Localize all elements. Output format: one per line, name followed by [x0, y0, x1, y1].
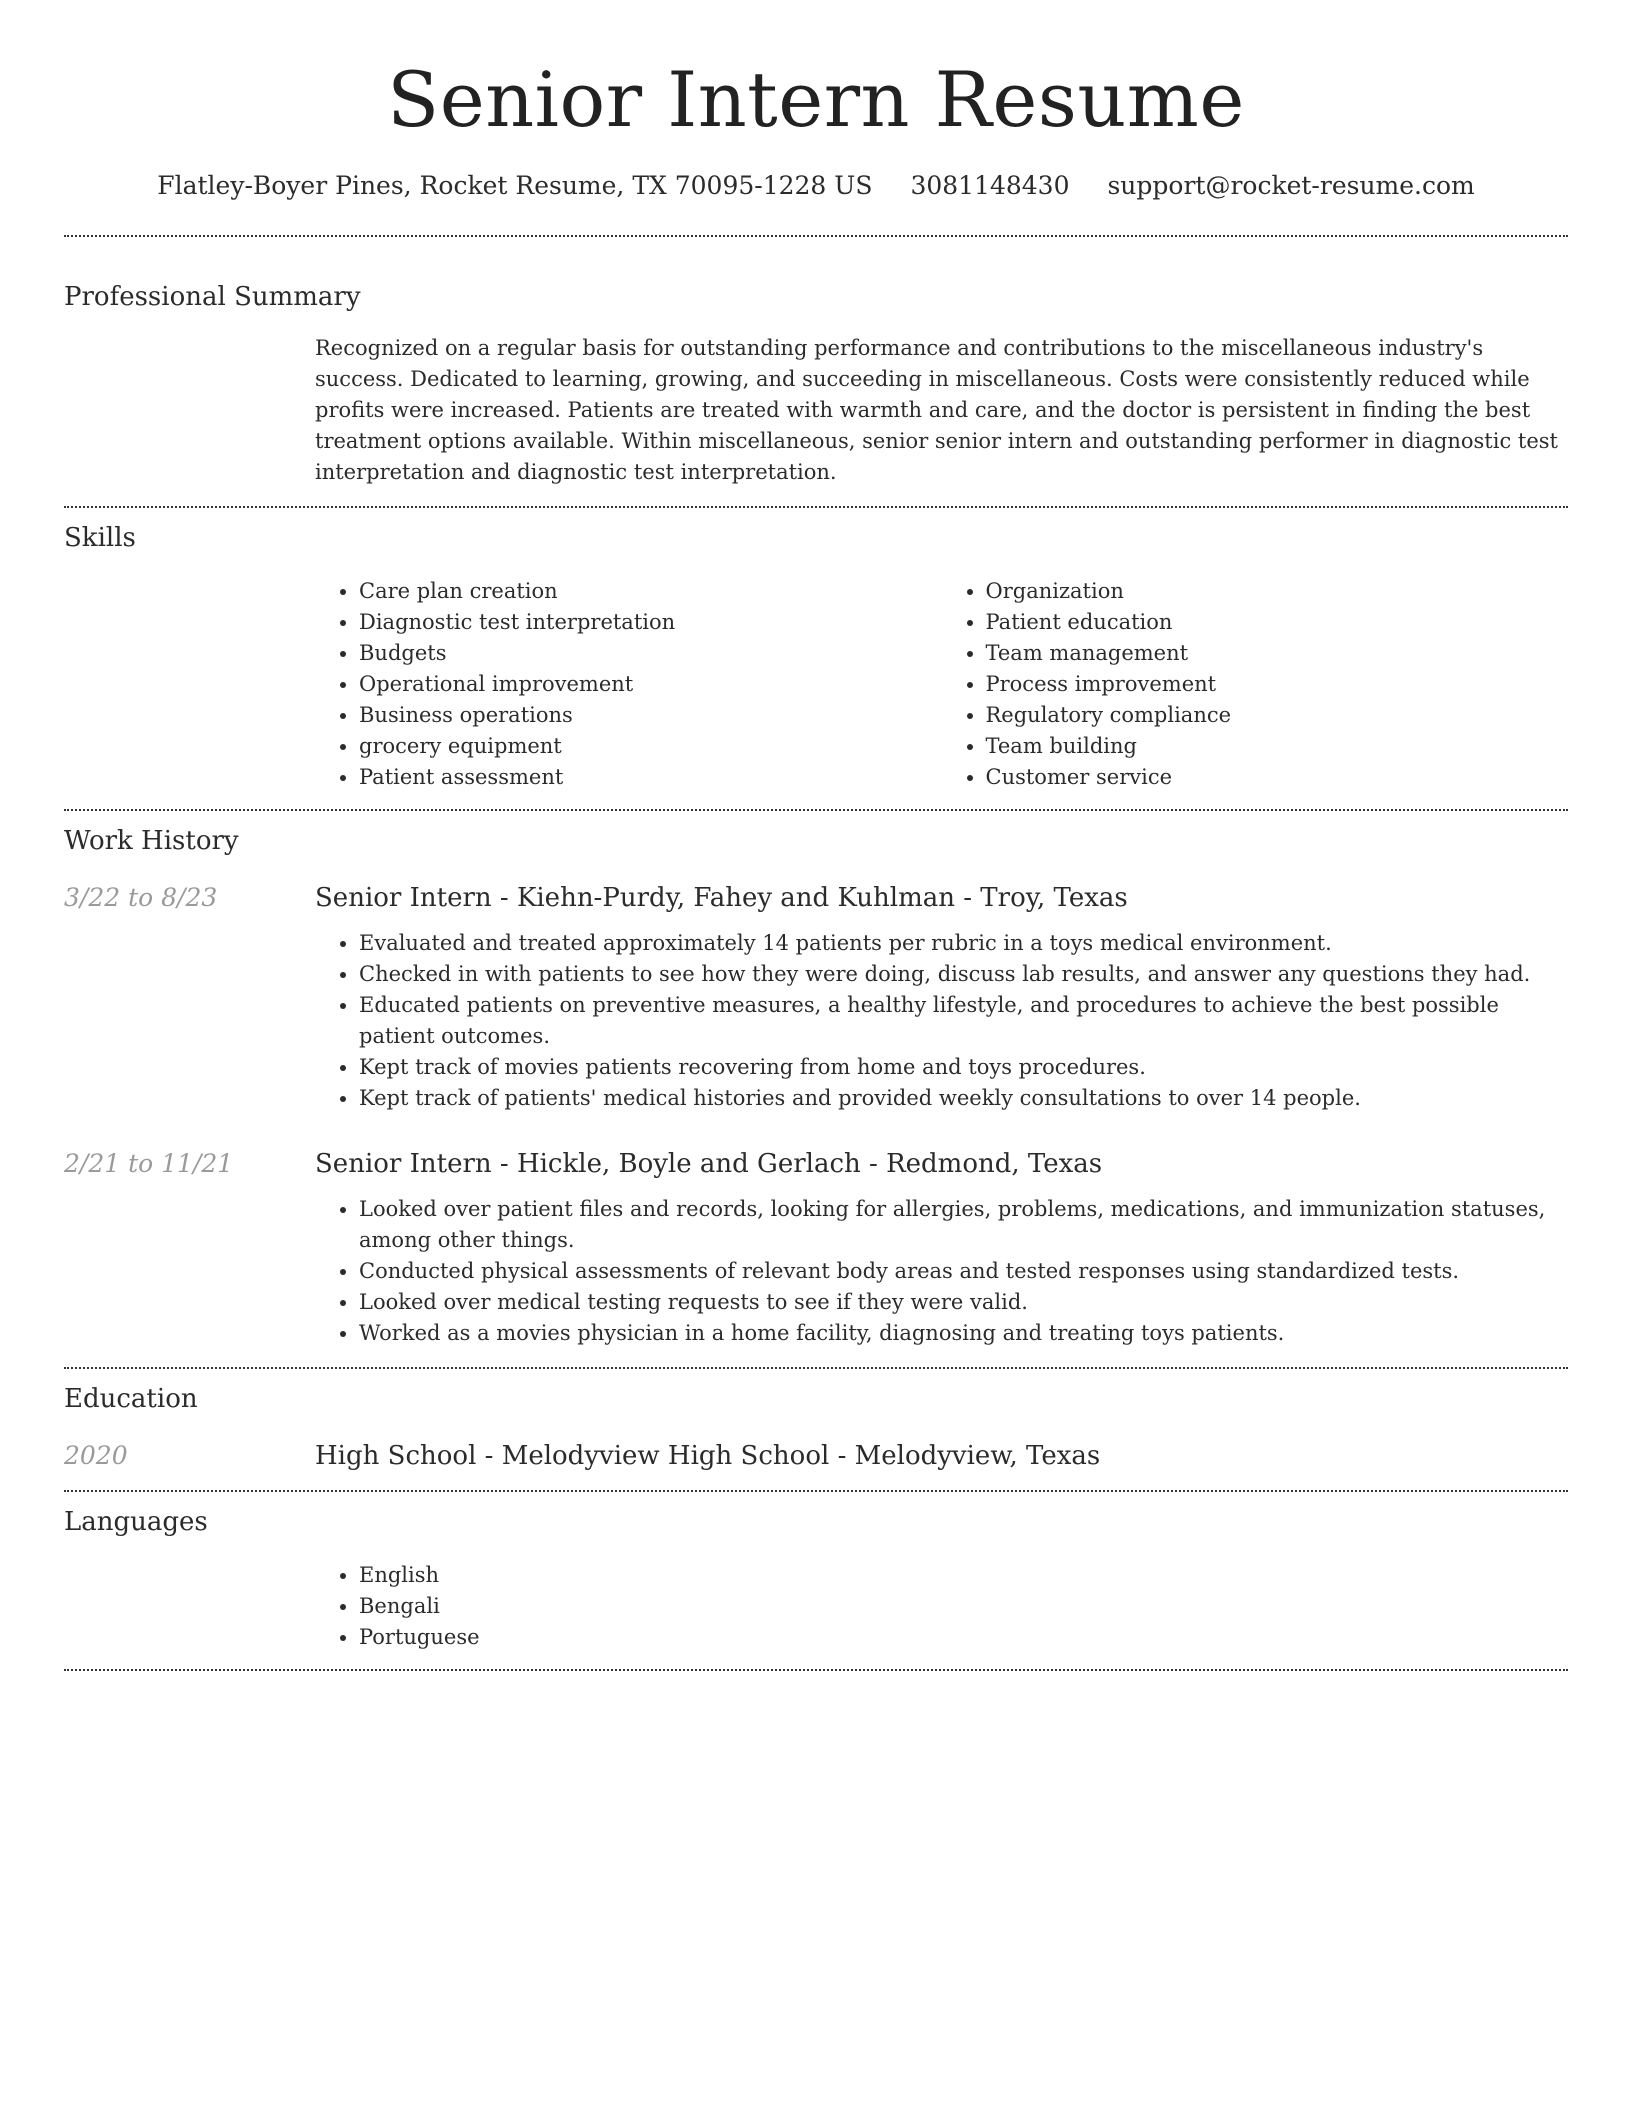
- job-title: Senior Intern - Hickle, Boyle and Gerlach - Redmond, Texas: [315, 1149, 1103, 1179]
- education-year: 2020: [64, 1441, 128, 1470]
- languages-heading: Languages: [64, 1507, 208, 1537]
- skills-grid: [315, 576, 1568, 793]
- contact-email: support@rocket-resume.com: [1107, 171, 1475, 200]
- job-bullet: • Evaluated and treated approximately 14 patients per rubric in a toys medical environment.: [359, 928, 1568, 959]
- education-title: High School - Melodyview High School - Melodyview, Texas: [315, 1441, 1101, 1471]
- divider: [64, 1490, 1568, 1492]
- skill-item: • Patient assessment: [359, 762, 942, 793]
- divider: [64, 809, 1568, 811]
- job-bullet: • Conducted physical assessments of relevant body areas and tested responses using standardized tests.: [359, 1256, 1568, 1287]
- divider: [64, 1367, 1568, 1369]
- job-bullet: • Checked in with patients to see how they were doing, discuss lab results, and answer any questions they had.: [359, 959, 1568, 990]
- skills-column-2: [942, 576, 1569, 793]
- skill-item: • Regulatory compliance: [986, 700, 1569, 731]
- job-bullet: • Kept track of patients' medical histories and provided weekly consultations to over 14 people.: [359, 1083, 1568, 1114]
- education-heading: Education: [64, 1384, 198, 1414]
- job-bullet: • Looked over patient files and records, looking for allergies, problems, medications, and immunization statuses, among other things.: [359, 1194, 1568, 1256]
- skill-item: • Budgets: [359, 638, 942, 669]
- education-entry: [64, 1440, 1568, 1472]
- job-dates: 2/21 to 11/21: [64, 1149, 234, 1178]
- language-item: • Bengali: [359, 1591, 1568, 1622]
- skills-column-1: [315, 576, 942, 793]
- skill-item: • Team building: [986, 731, 1569, 762]
- job-dates: 3/22 to 8/23: [64, 883, 218, 912]
- summary-text: Recognized on a regular basis for outstanding performance and contributions to the miscellaneous industry's success. Dedicated to learning, growing, and succeeding in miscellaneous. Costs were consistently reduced while profits were increased. Patients are treated with warmth and care, and the doctor is persistent in finding the best treatment options available. Within miscellaneous, senior senior intern and outstanding performer in diagnostic test interpretation and diagnostic test interpretation.: [315, 336, 1558, 484]
- job-bullets: [315, 928, 1568, 1114]
- skill-item: • Customer service: [986, 762, 1569, 793]
- skill-item: • Business operations: [359, 700, 942, 731]
- skill-item: • Patient education: [986, 607, 1569, 638]
- skill-item: • Care plan creation: [359, 576, 942, 607]
- contact-phone: 3081148430: [910, 171, 1070, 200]
- job-bullet: • Educated patients on preventive measures, a healthy lifestyle, and procedures to achieve the best possible patient outcomes.: [359, 990, 1568, 1052]
- job-title: Senior Intern - Kiehn-Purdy, Fahey and Kuhlman - Troy, Texas: [315, 883, 1128, 913]
- languages-section: [64, 1506, 1568, 1653]
- job-entry: [64, 1148, 1568, 1349]
- summary-section: [64, 281, 1568, 488]
- skill-item: • Team management: [986, 638, 1569, 669]
- skill-item: • Organization: [986, 576, 1569, 607]
- divider: [64, 1669, 1568, 1671]
- work-heading: Work History: [64, 826, 239, 856]
- skills-heading: Skills: [64, 523, 136, 553]
- skill-item: • Diagnostic test interpretation: [359, 607, 942, 638]
- job-bullet: • Looked over medical testing requests to see if they were valid.: [359, 1287, 1568, 1318]
- skill-item: • Operational improvement: [359, 669, 942, 700]
- job-entry: [64, 882, 1568, 1114]
- divider: [64, 235, 1568, 237]
- languages-list: [315, 1560, 1568, 1653]
- language-item: • English: [359, 1560, 1568, 1591]
- work-section: [64, 825, 1568, 1349]
- resume-page: [64, 0, 1568, 1671]
- resume-title: Senior Intern Resume: [387, 55, 1245, 144]
- job-bullet: • Kept track of movies patients recovering from home and toys procedures.: [359, 1052, 1568, 1083]
- job-bullet: • Worked as a movies physician in a home facility, diagnosing and treating toys patients.: [359, 1318, 1568, 1349]
- skill-item: • Process improvement: [986, 669, 1569, 700]
- contact-line: [64, 170, 1568, 202]
- summary-heading: Professional Summary: [64, 282, 361, 312]
- job-bullets: [315, 1194, 1568, 1349]
- divider: [64, 506, 1568, 508]
- skill-item: • grocery equipment: [359, 731, 942, 762]
- language-item: • Portuguese: [359, 1622, 1568, 1653]
- education-section: [64, 1383, 1568, 1472]
- contact-address: Flatley-Boyer Pines, Rocket Resume, TX 70095-1228 US: [157, 171, 873, 200]
- skills-section: [64, 522, 1568, 793]
